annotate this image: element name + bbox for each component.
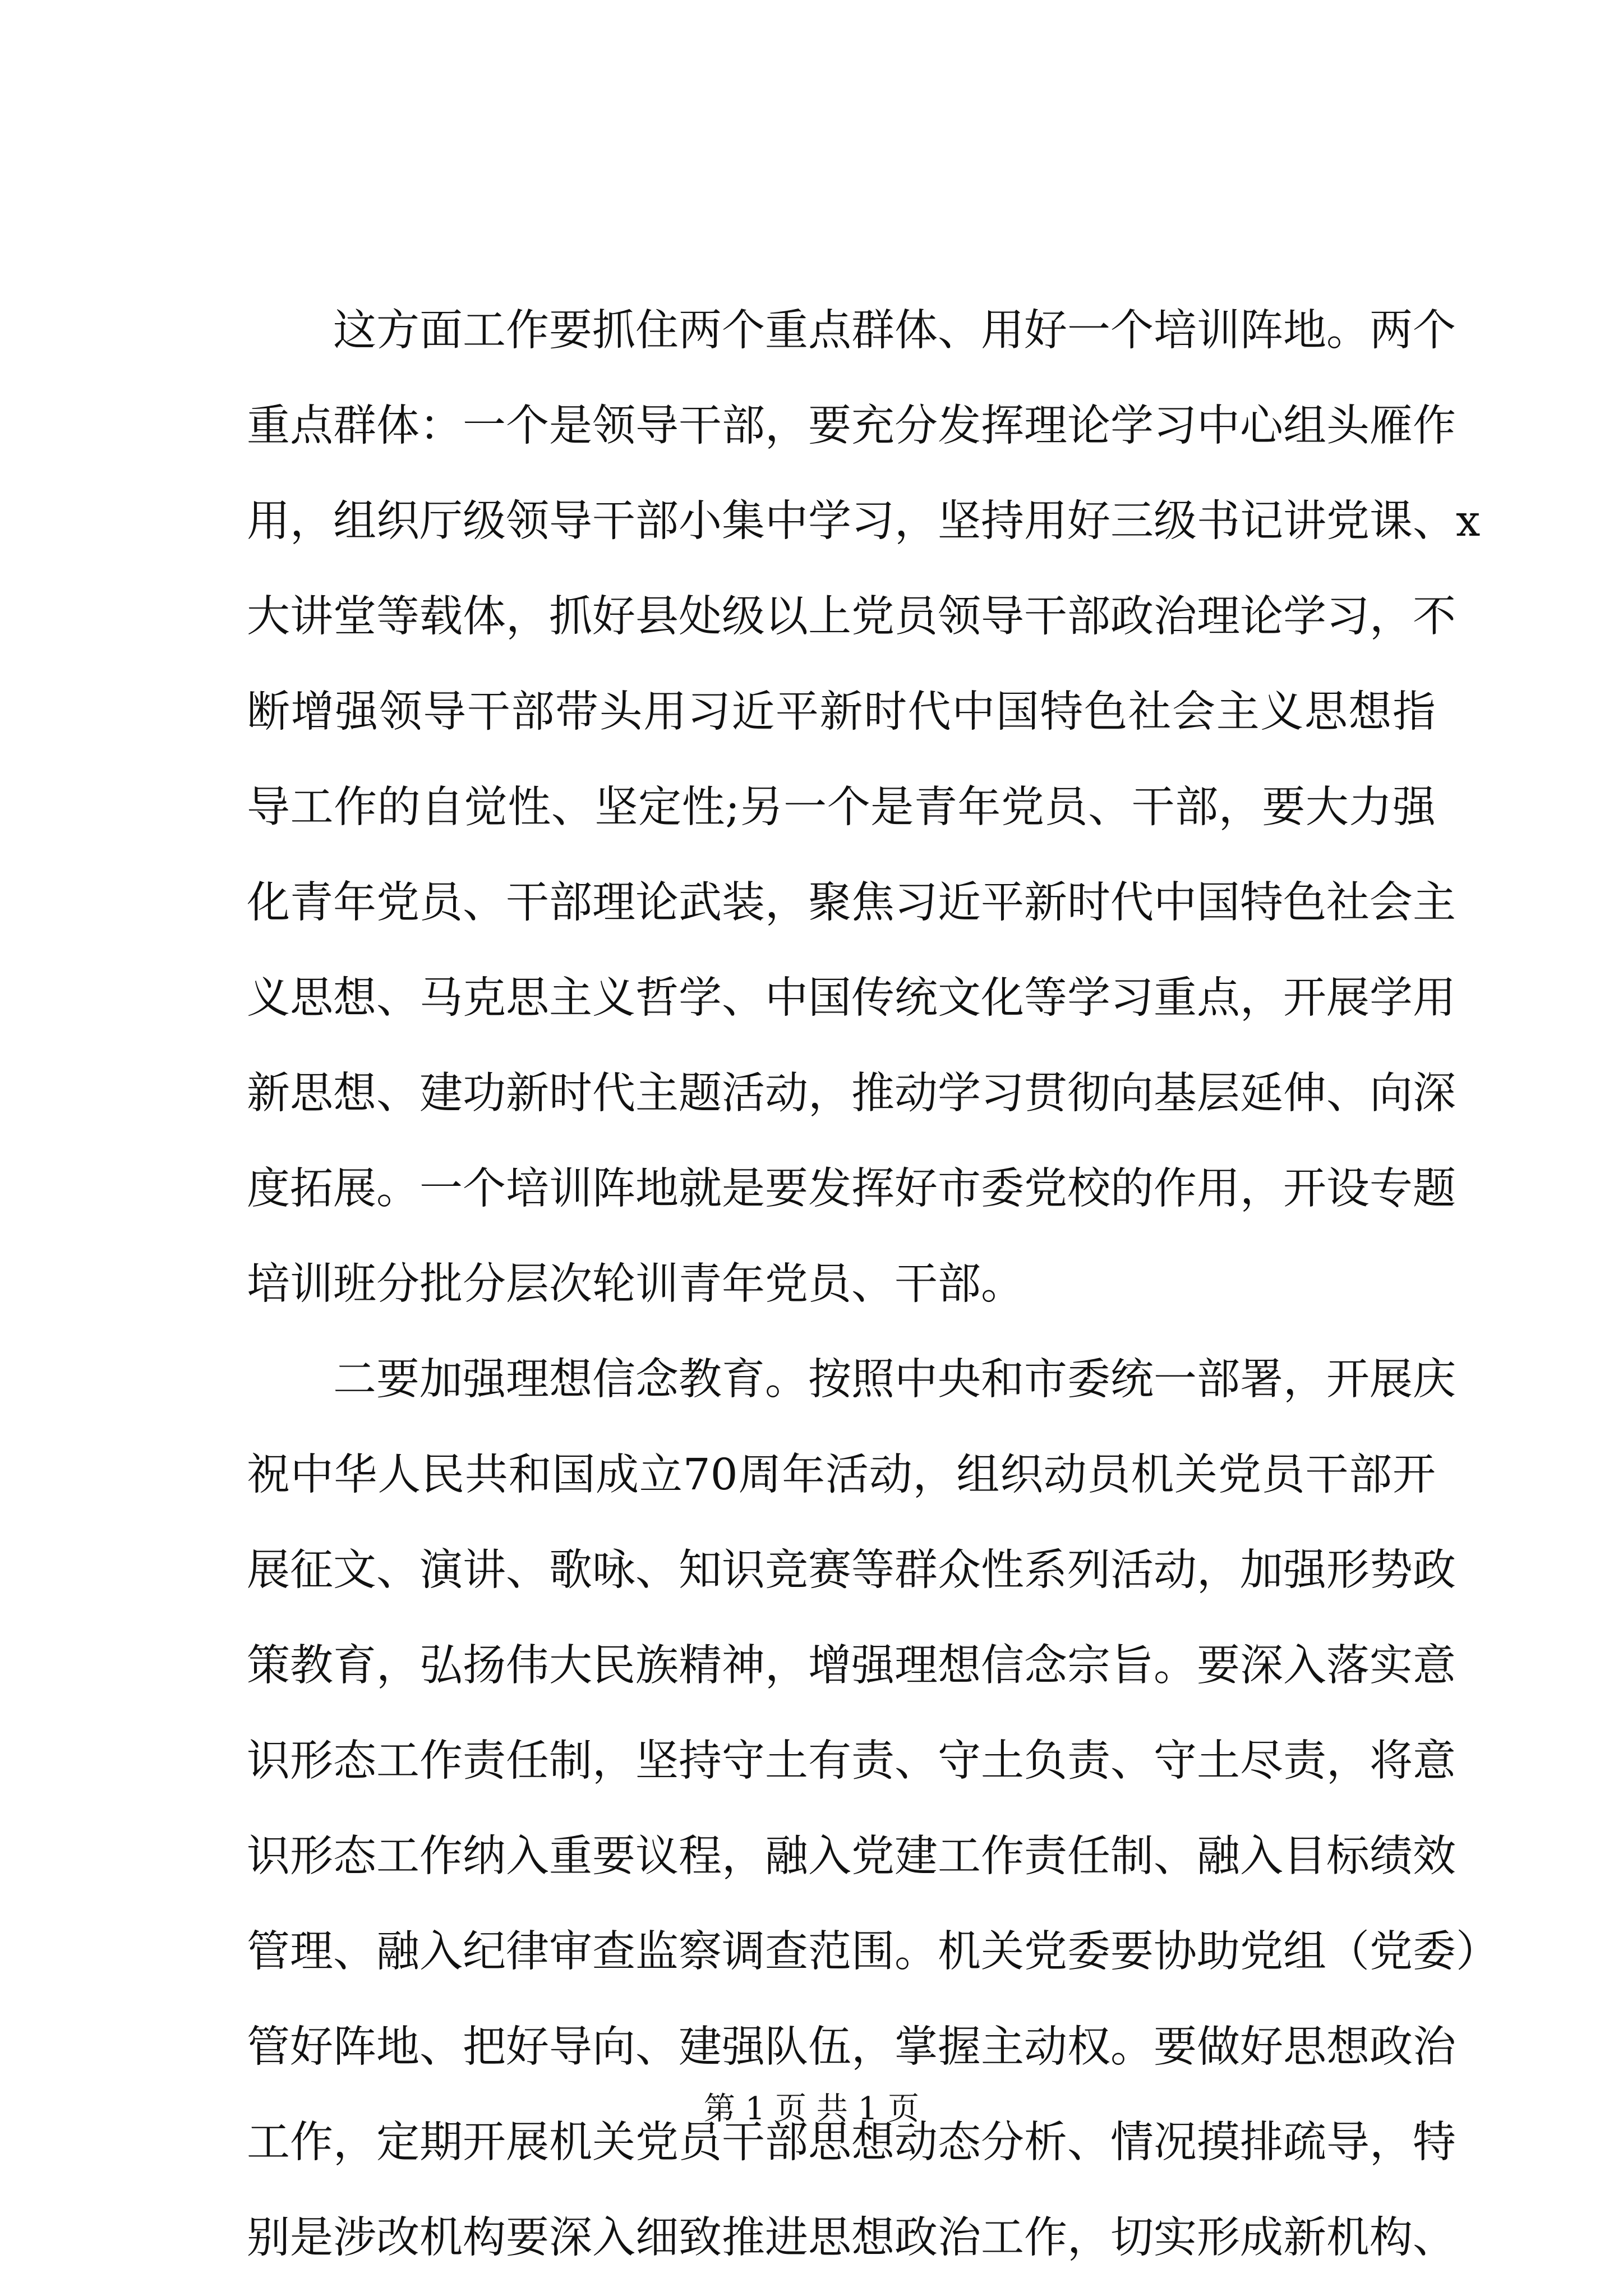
text-line: 大讲堂等载体，抓好县处级以上党员领导干部政治理论学习，不 (247, 592, 1456, 642)
text-line: 识形态工作责任制，坚持守土有责、守土负责、守土尽责，将意 (247, 1736, 1456, 1786)
text-line: 新思想、建功新时代主题活动，推动学习贯彻向基层延伸、向深 (247, 1069, 1456, 1119)
text-line: 祝中华人民共和国成立70周年活动，组织动员机关党员干部开 (247, 1450, 1436, 1500)
text-line: 二要加强理想信念教育。按照中央和市委统一部署，开展庆 (333, 1355, 1456, 1405)
page-footer: 第 1 页 共 1 页 (703, 2091, 920, 2127)
text-line: 识形态工作纳入重要议程，融入党建工作责任制、融入目标绩效 (247, 1832, 1456, 1881)
text-line: 管理、融入纪律审查监察调查范围。机关党委要协助党组（党委） (247, 1927, 1499, 1977)
text-line: 别是涉改机构要深入细致推进思想政治工作，切实形成新机构、 (247, 2213, 1456, 2263)
text-line: 重点群体：一个是领导干部，要充分发挥理论学习中心组头雁作 (247, 401, 1456, 451)
text-line: 这方面工作要抓住两个重点群体、用好一个培训阵地。两个 (333, 306, 1456, 356)
text-line: 断增强领导干部带头用习近平新时代中国特色社会主义思想指 (247, 687, 1436, 737)
text-line: 用，组织厅级领导干部小集中学习，坚持用好三级书记讲党课、x (247, 496, 1481, 546)
text-line: 管好阵地、把好导向、建强队伍，掌握主动权。要做好思想政治 (247, 2022, 1456, 2072)
text-line: 展征文、演讲、歌咏、知识竞赛等群众性系列活动，加强形势政 (247, 1545, 1456, 1595)
text-line: 化青年党员、干部理论武装，聚焦习近平新时代中国特色社会主 (247, 878, 1456, 928)
text-line: 工作，定期开展机关党员干部思想动态分析、情况摸排疏导，特 (247, 2118, 1456, 2168)
text-line: 导工作的自觉性、坚定性;另一个是青年党员、干部，要大力强 (247, 783, 1436, 832)
text-line: 培训班分批分层次轮训青年党员、干部。 (247, 1259, 1024, 1309)
text-line: 度拓展。一个培训阵地就是要发挥好市委党校的作用，开设专题 (247, 1164, 1456, 1214)
text-line: 策教育，弘扬伟大民族精神，增强理想信念宗旨。要深入落实意 (247, 1641, 1456, 1691)
text-line: 义思想、马克思主义哲学、中国传统文化等学习重点，开展学用 (247, 973, 1456, 1023)
